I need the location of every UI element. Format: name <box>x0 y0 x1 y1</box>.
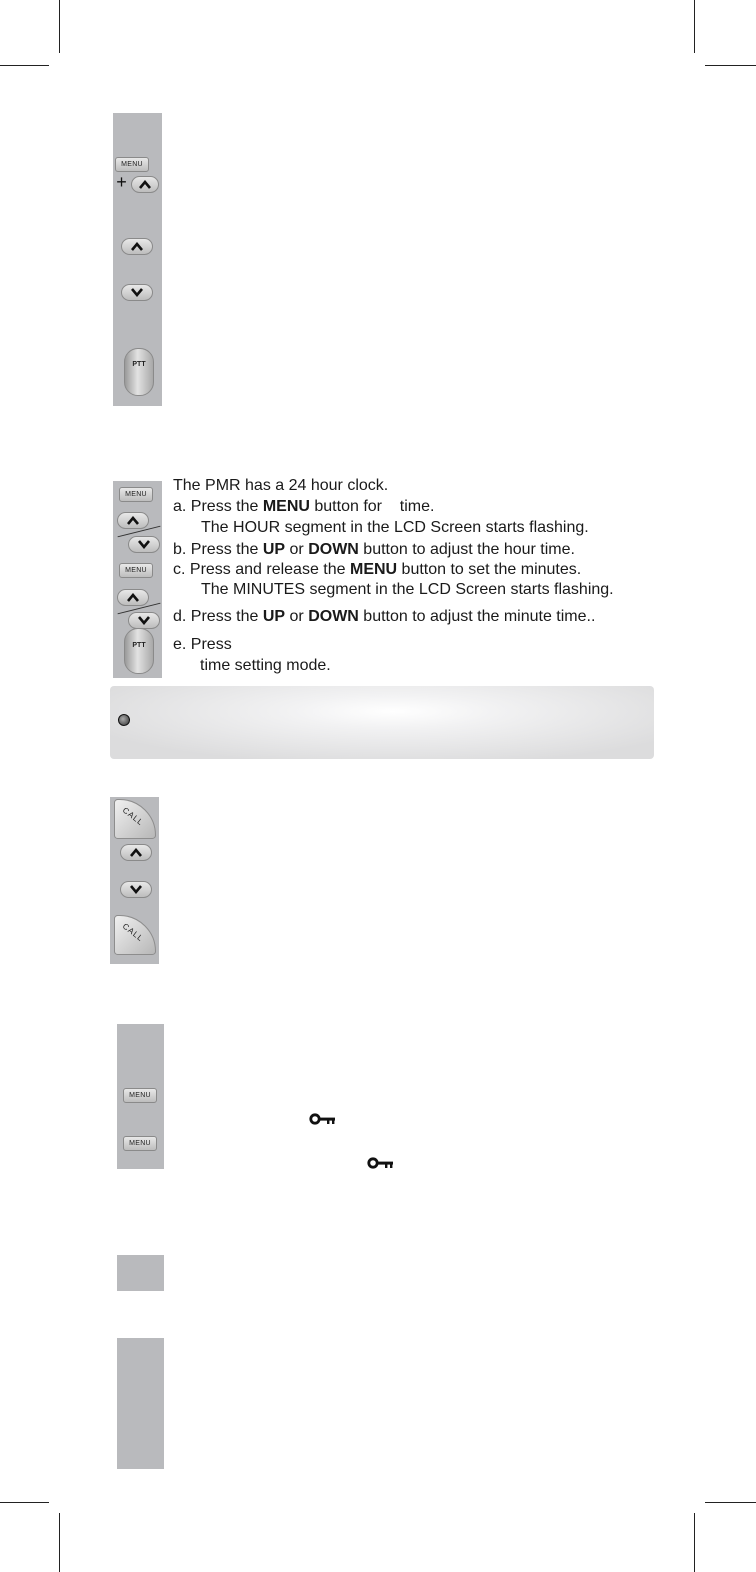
up-button[interactable] <box>131 176 159 193</box>
down-arrow-icon <box>131 288 143 297</box>
step-a: a. Press the MENU button for time. <box>173 498 435 515</box>
call-label: CALL <box>120 805 146 828</box>
up-button[interactable] <box>117 512 149 529</box>
menu-button[interactable]: MENU <box>123 1136 157 1151</box>
down-arrow-icon <box>130 885 142 894</box>
key-icon <box>367 1156 395 1170</box>
up-button[interactable] <box>117 589 149 606</box>
crop-mark-top-left-h <box>0 65 49 66</box>
clock-intro: The PMR has a 24 hour clock. <box>173 477 389 494</box>
note-box <box>110 686 654 759</box>
up-button[interactable] <box>121 238 153 255</box>
down-arrow-icon <box>138 616 150 625</box>
step-c-note: The MINUTES segment in the LCD Screen starts flashing. <box>201 581 614 598</box>
crop-mark-top-right-v <box>694 0 695 53</box>
up-arrow-icon <box>127 516 139 525</box>
menu-button[interactable]: MENU <box>119 487 153 502</box>
crop-mark-bottom-left-v <box>59 1513 60 1572</box>
step-c: c. Press and release the MENU button to set the minutes. <box>173 561 582 578</box>
down-button[interactable] <box>121 284 153 301</box>
step-b: b. Press the UP or DOWN button to adjust the hour time. <box>173 541 575 558</box>
menu-button[interactable]: MENU <box>119 563 153 578</box>
crop-mark-top-right-h <box>705 65 756 66</box>
crop-mark-top-left-v <box>59 0 60 53</box>
key-icon <box>309 1112 337 1126</box>
down-button[interactable] <box>120 881 152 898</box>
crop-mark-bottom-right-v <box>694 1513 695 1572</box>
up-arrow-icon <box>130 848 142 857</box>
up-button[interactable] <box>120 844 152 861</box>
menu-button[interactable]: MENU <box>123 1088 157 1103</box>
bullet-icon <box>118 714 130 726</box>
ptt-button[interactable]: PTT <box>124 628 154 674</box>
crop-mark-bottom-right-h <box>705 1502 756 1503</box>
down-arrow-icon <box>138 540 150 549</box>
button-strip-5 <box>117 1255 164 1291</box>
up-arrow-icon <box>131 242 143 251</box>
button-strip-6 <box>117 1338 164 1469</box>
step-e: e. Press <box>173 636 232 653</box>
step-a-note: The HOUR segment in the LCD Screen starts flashing. <box>201 519 589 536</box>
up-arrow-icon <box>127 593 139 602</box>
step-d: d. Press the UP or DOWN button to adjust the minute time.. <box>173 608 596 625</box>
plus-icon: + <box>116 172 127 192</box>
up-arrow-icon <box>139 180 151 189</box>
menu-button[interactable]: MENU <box>115 157 149 172</box>
call-label: CALL <box>120 921 146 944</box>
step-e-continued: time setting mode. <box>200 657 331 674</box>
down-button[interactable] <box>128 612 160 629</box>
down-button[interactable] <box>128 536 160 553</box>
crop-mark-bottom-left-h <box>0 1502 49 1503</box>
ptt-button[interactable]: PTT <box>124 348 154 396</box>
